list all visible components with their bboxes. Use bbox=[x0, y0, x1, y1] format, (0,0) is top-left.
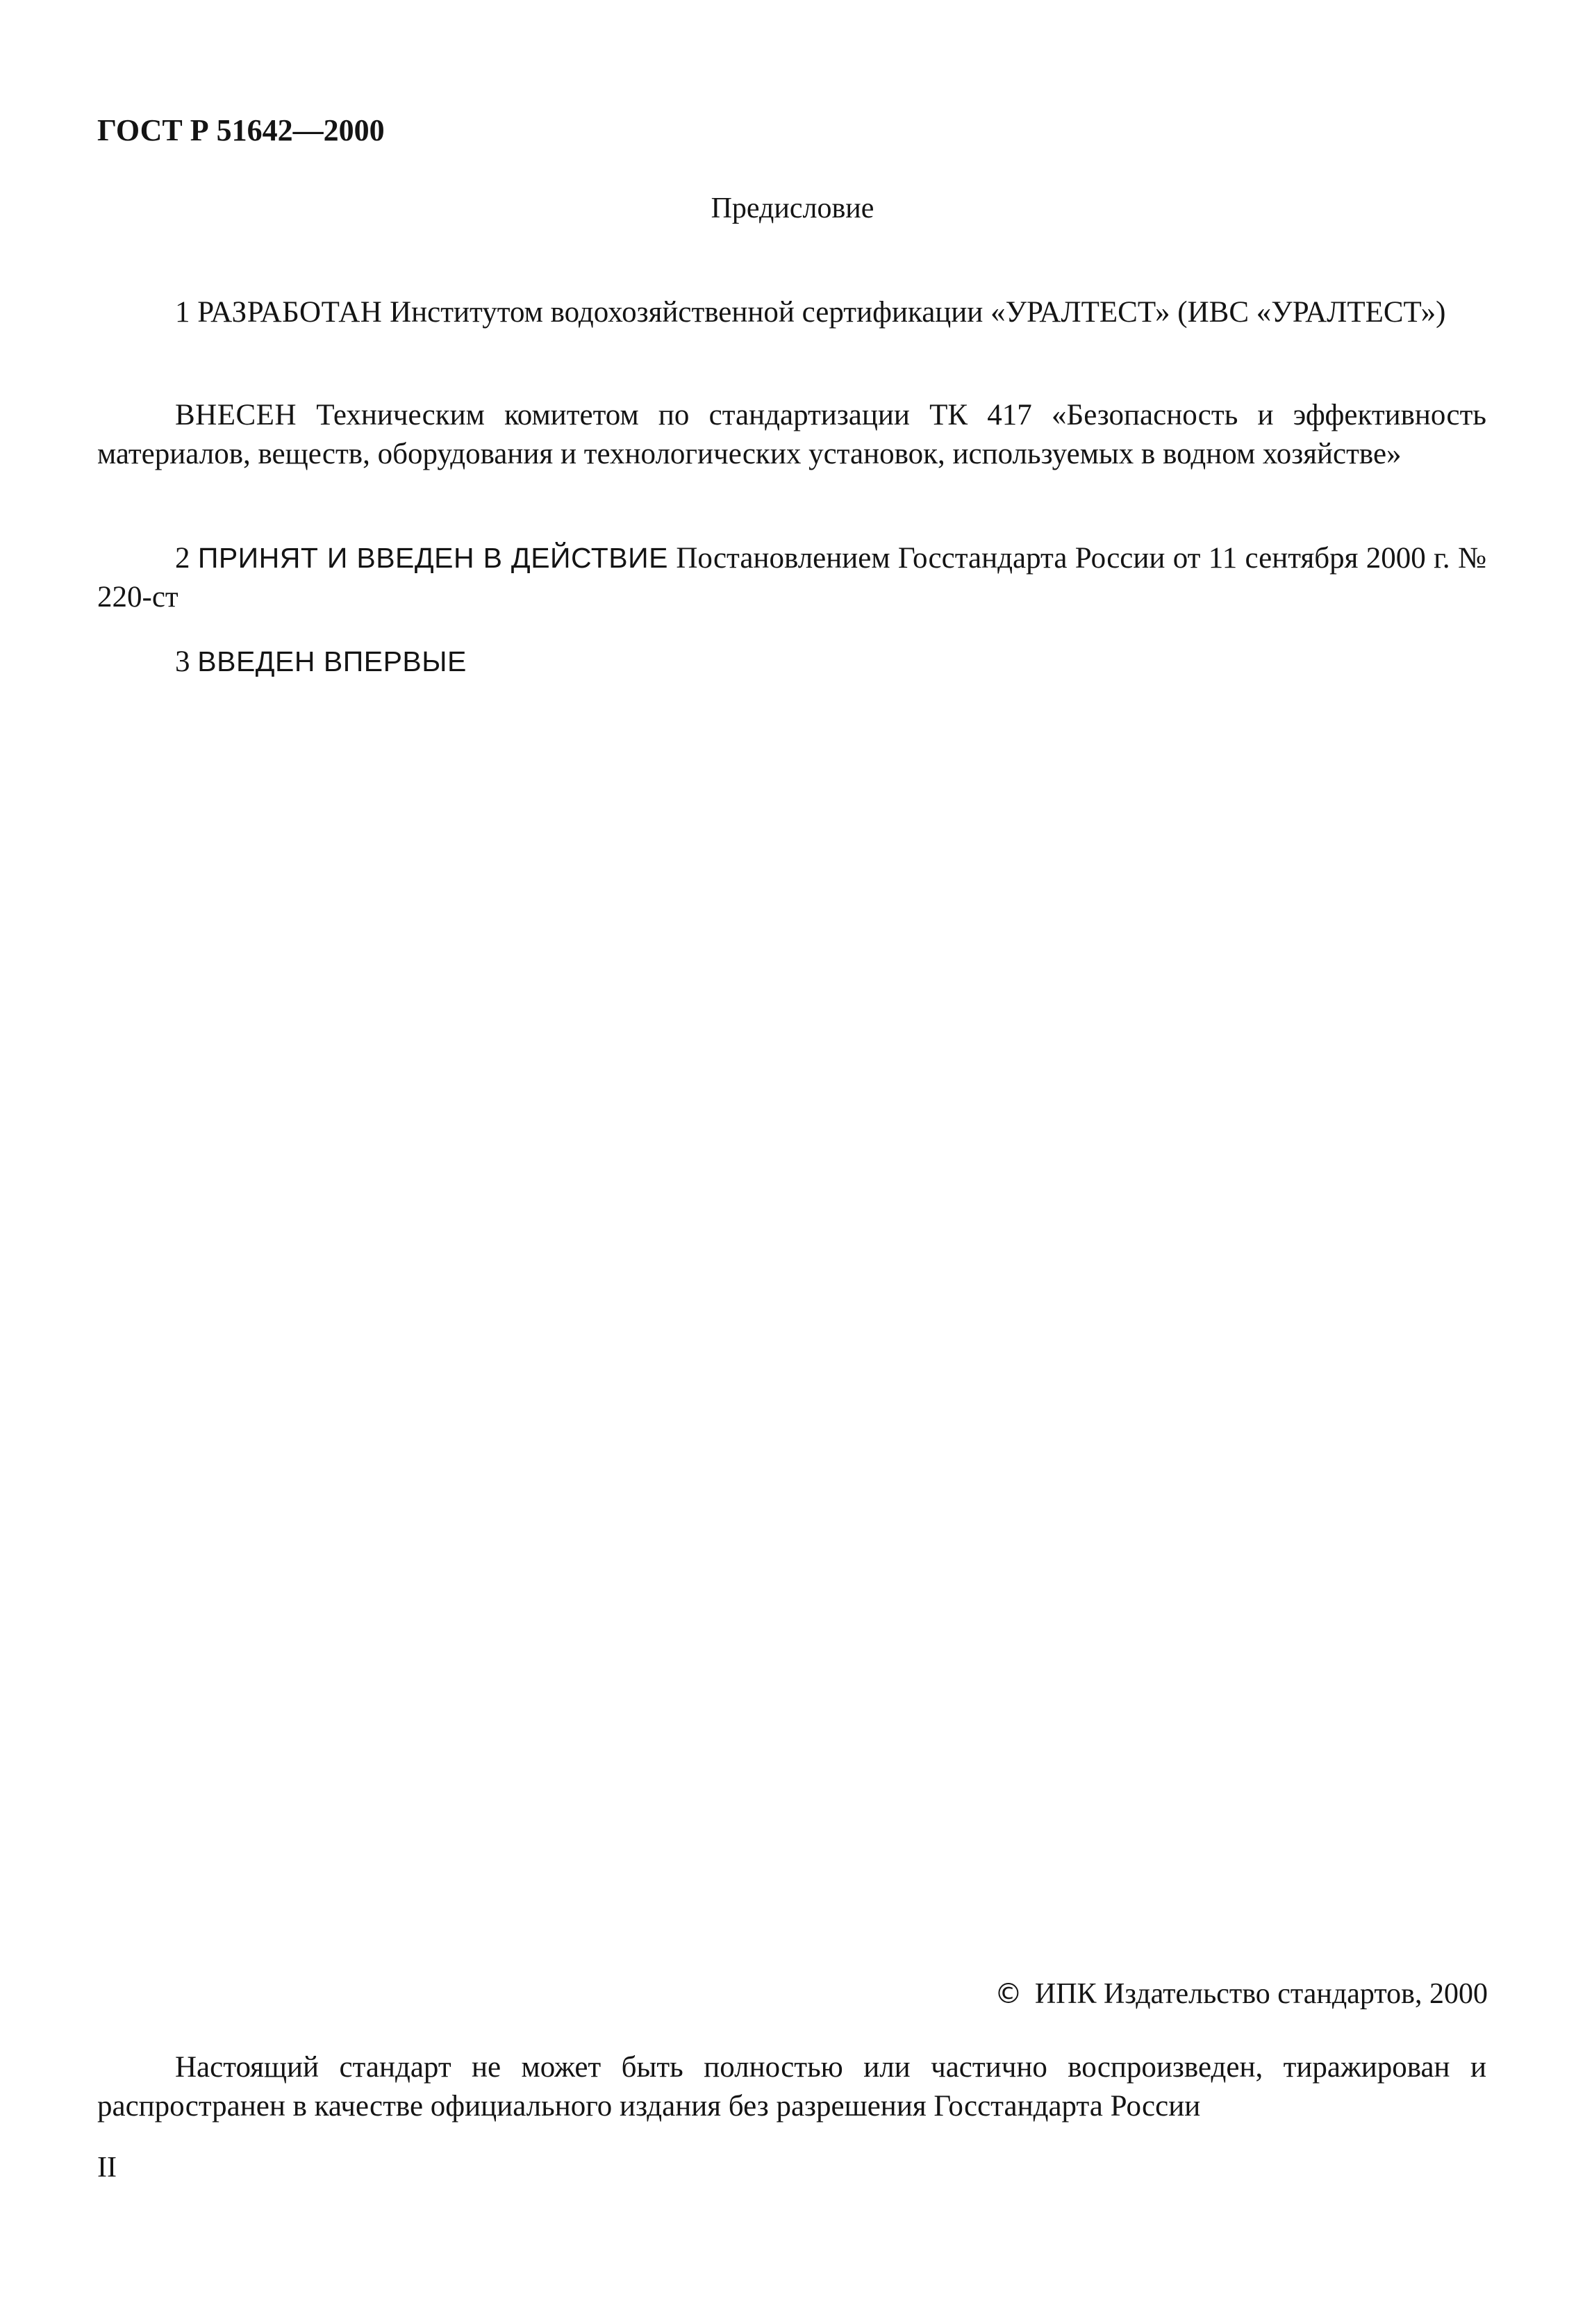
preface-item-adopted bbox=[97, 538, 1486, 617]
preface-item-developed bbox=[97, 293, 1486, 332]
reproduction-notice bbox=[97, 2048, 1486, 2126]
copyright-icon: © bbox=[994, 1978, 1022, 2010]
item-keyword: РАЗРАБОТАН bbox=[197, 296, 383, 329]
item-keyword: ПРИНЯТ И ВВЕДЕН В ДЕЙСТВИЕ bbox=[197, 542, 668, 574]
item-keyword: ВВЕДЕН ВПЕРВЫЕ bbox=[197, 645, 467, 677]
item-text: Техническим комитетом по стандартизации ТК 417 «Безопасность и эффективность материалов, веществ, оборудования и технологических установок, используемых в водном хозяйстве» bbox=[97, 399, 1486, 470]
item-text: Институтом водохозяйственной сертификации «УРАЛТЕСТ» (ИВС «УРАЛТЕСТ») bbox=[390, 296, 1446, 329]
item-number: 1 bbox=[175, 296, 190, 329]
copyright-line bbox=[995, 1973, 1488, 2015]
copyright-text: ИПК Издательство стандартов, 2000 bbox=[1034, 1978, 1488, 2010]
item-keyword: ВНЕСЕН bbox=[175, 399, 297, 431]
item-text: Постановлением Госстандарта России от 11 сентября 2000 г. № 220-ст bbox=[97, 542, 1487, 613]
notice-text: Настоящий стандарт не может быть полностью или частично воспроизведен, тиражирован и распространен в качестве официального издания без разрешения Госстандарта России bbox=[97, 2051, 1486, 2123]
preface-item-introduced bbox=[97, 396, 1486, 474]
document-code: ГОСТ Р 51642—2000 bbox=[97, 113, 385, 147]
preface-title: Предисловие bbox=[711, 192, 874, 224]
item-number: 3 bbox=[175, 645, 190, 678]
preface-item-first-introduced bbox=[97, 642, 1486, 682]
item-number: 2 bbox=[175, 542, 190, 575]
page-number: II bbox=[97, 2152, 117, 2184]
